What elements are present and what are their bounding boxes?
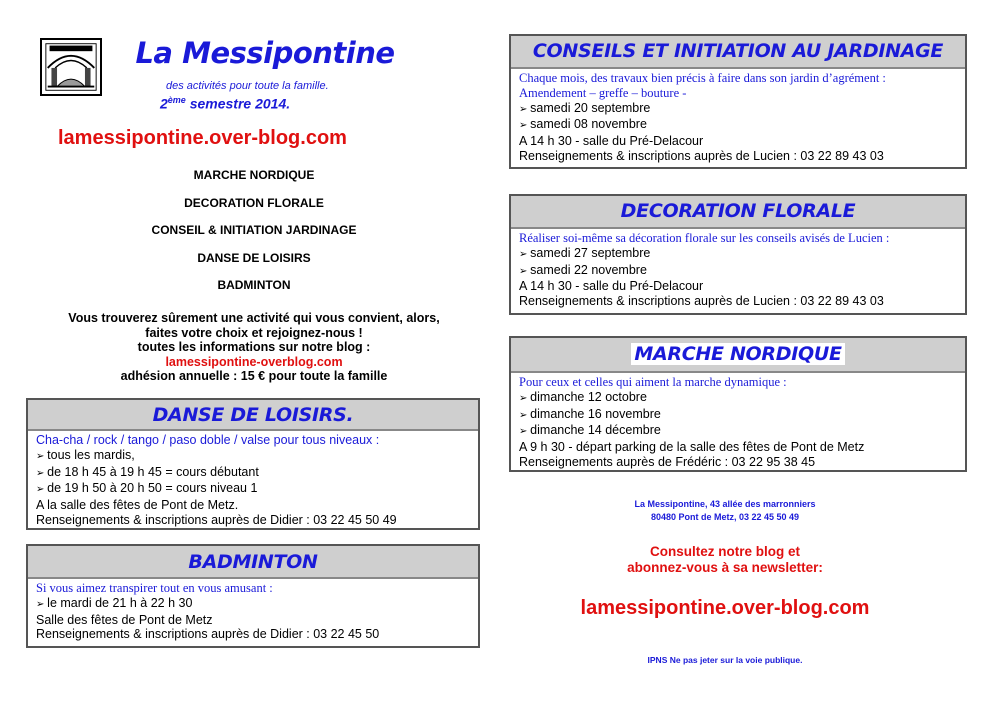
- marche-box: [509, 336, 967, 472]
- logo: [40, 38, 102, 96]
- box-header: [511, 36, 965, 69]
- schedule-item: ➢ dimanche 14 décembre: [519, 423, 959, 440]
- intro-line: faites votre choix et rejoignez-nous !: [145, 325, 363, 340]
- box-place: Salle des fêtes de Pont de Metz: [36, 612, 213, 627]
- schedule-item: ➢ dimanche 12 octobre: [519, 390, 959, 407]
- badminton-box: [26, 544, 480, 648]
- box-contact: Renseignements & inscriptions auprès de Lucien : 03 22 89 43 03: [519, 148, 884, 163]
- box-contact: Renseignements & inscriptions auprès de Didier : 03 22 45 50: [36, 627, 380, 642]
- box-intro: Amendement – greffe – bouture -: [519, 85, 687, 100]
- box-place: A 14 h 30 - salle du Pré-Delacour: [519, 279, 704, 294]
- danse-box: [26, 398, 480, 530]
- activity-item: DECORATION FLORALE: [184, 195, 324, 210]
- box-header: [28, 546, 478, 579]
- schedule-item: ➢ le mardi de 21 h à 22 h 30: [36, 596, 472, 613]
- schedule-item: ➢ tous les mardis,: [36, 448, 472, 465]
- box-place: A 14 h 30 - salle du Pré-Delacour: [519, 134, 704, 149]
- box-title: DANSE DE LOISIRS.: [152, 404, 354, 426]
- box-header: [511, 196, 965, 229]
- intro-line: toutes les informations sur notre blog :: [137, 340, 371, 354]
- footer-blog-url[interactable]: lamessipontine.over-blog.com: [580, 597, 870, 619]
- footer-ipns: IPNS Ne pas jeter sur la voie publique.: [647, 655, 803, 665]
- schedule-item: ➢ samedi 27 septembre: [519, 246, 959, 263]
- intro-line: Vous trouverez sûrement une activité qui vous convient, alors,: [68, 311, 440, 325]
- box-contact: Renseignements auprès de Frédéric : 03 22 95 38 45: [519, 454, 816, 469]
- box-intro: Cha-cha / rock / tango / paso doble / valse pour tous niveaux :: [36, 433, 380, 447]
- box-body: [511, 69, 965, 164]
- membership-fee: adhésion annuelle : 15 € pour toute la famille: [120, 369, 388, 383]
- florale-box: [509, 194, 967, 315]
- intro-text: [30, 311, 478, 384]
- box-title: CONSEILS ET INITIATION AU JARDINAGE: [532, 40, 944, 62]
- box-intro: Pour ceux et celles qui aiment la marche dynamique :: [519, 375, 787, 389]
- box-intro: Si vous aimez transpirer tout en vous amusant :: [36, 581, 273, 595]
- page-title: La Messipontine: [135, 36, 395, 70]
- box-body: [28, 579, 478, 642]
- box-body: [511, 229, 965, 309]
- schedule-item: ➢ de 19 h 50 à 20 h 50 = cours niveau 1: [36, 481, 472, 498]
- blog-url[interactable]: lamessipontine.over-blog.com: [58, 127, 347, 149]
- schedule-item: ➢ samedi 22 novembre: [519, 263, 959, 280]
- box-contact: Renseignements & inscriptions auprès de Didier : 03 22 45 50 49: [36, 512, 397, 527]
- box-body: [28, 431, 478, 528]
- activity-item: DANSE DE LOISIRS: [197, 250, 311, 265]
- schedule-item: ➢ dimanche 16 novembre: [519, 407, 959, 424]
- activity-item: MARCHE NORDIQUE: [193, 168, 315, 182]
- consult-line: Consultez notre blog et: [650, 544, 800, 559]
- subtitle: des activités pour toute la famille.: [166, 80, 329, 92]
- box-title: BADMINTON: [188, 551, 318, 573]
- box-header: [511, 338, 965, 373]
- box-header: [28, 400, 478, 431]
- activity-item: BADMINTON: [217, 278, 291, 292]
- consult-line: abonnez-vous à sa newsletter:: [627, 560, 823, 575]
- address-line: 80480 Pont de Metz, 03 22 45 50 49: [650, 512, 800, 522]
- box-contact: Renseignements & inscriptions auprès de Lucien : 03 22 89 43 03: [519, 294, 884, 309]
- box-intro: Réaliser soi-même sa décoration florale sur les conseils avisés de Lucien :: [519, 231, 890, 245]
- box-place: A 9 h 30 - départ parking de la salle des fêtes de Pont de Metz: [519, 440, 865, 455]
- box-title: DECORATION FLORALE: [620, 200, 856, 222]
- box-intro: Chaque mois, des travaux bien précis à faire dans son jardin d’agrément :: [519, 71, 886, 85]
- schedule-item: ➢ samedi 20 septembre: [519, 101, 959, 118]
- box-body: [511, 373, 965, 470]
- intro-blog-link[interactable]: lamessipontine-overblog.com: [165, 354, 343, 369]
- jardinage-box: [509, 34, 967, 169]
- box-title: MARCHE NORDIQUE: [631, 343, 844, 365]
- bridge-logo-icon: [42, 40, 100, 94]
- address-line: La Messipontine, 43 allée des marronniers: [634, 499, 816, 509]
- semester: 2ème semestre 2014.: [160, 95, 291, 112]
- activity-item: CONSEIL & INITIATION JARDINAGE: [151, 223, 357, 237]
- footer-address: [560, 498, 890, 524]
- schedule-item: ➢ samedi 08 novembre: [519, 117, 959, 134]
- box-place: A la salle des fêtes de Pont de Metz.: [36, 498, 239, 513]
- schedule-item: ➢ de 18 h 45 à 19 h 45 = cours débutant: [36, 465, 472, 482]
- activity-list: [30, 168, 478, 306]
- footer-consult: [560, 544, 890, 576]
